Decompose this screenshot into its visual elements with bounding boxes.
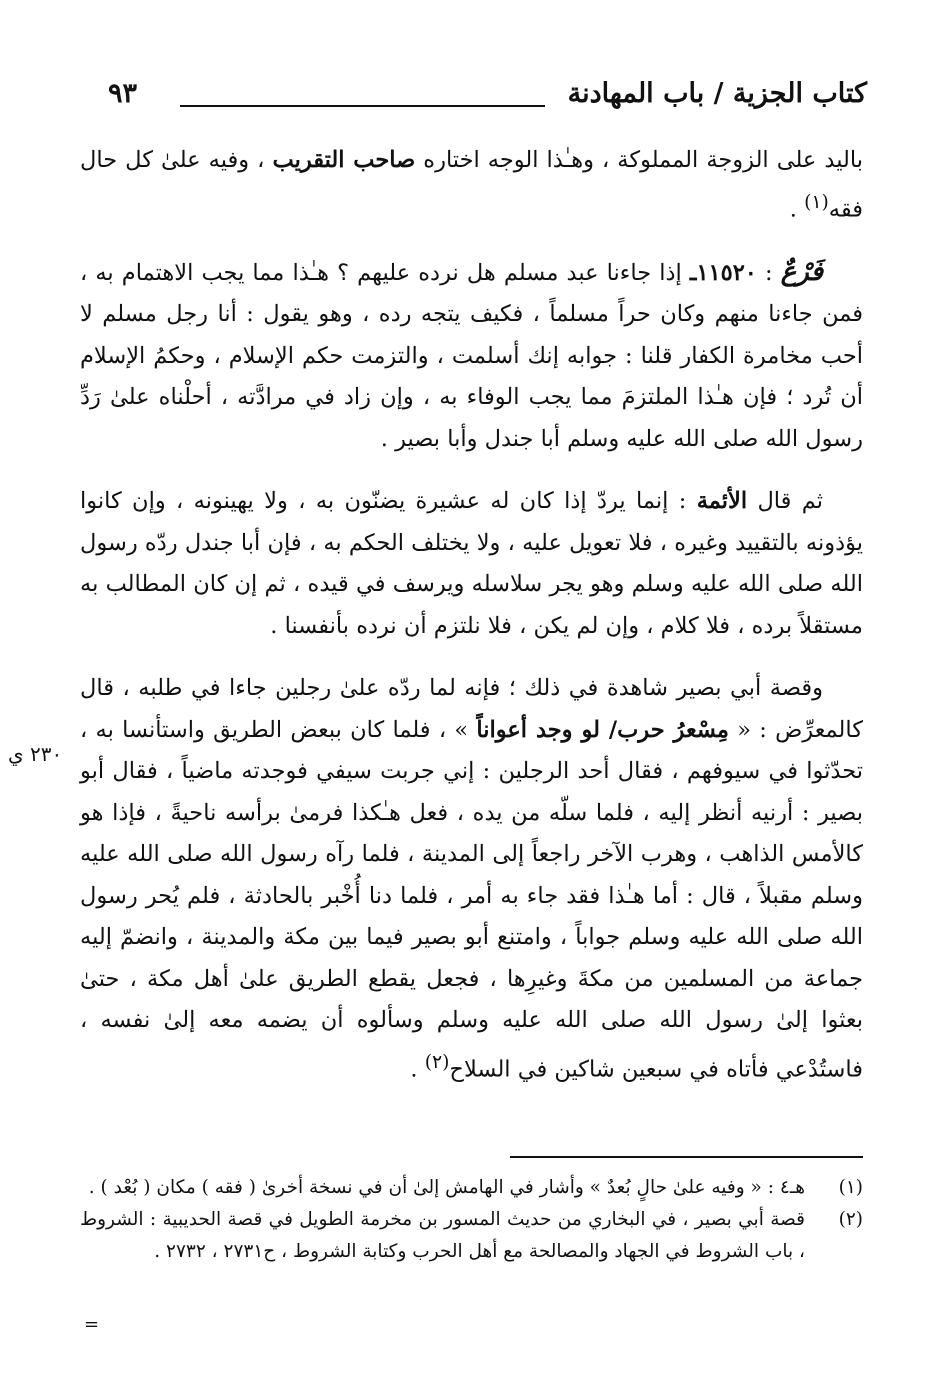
footnote-number: (٢) — [838, 1209, 863, 1230]
footnote-number: (١) — [838, 1177, 863, 1198]
text-run: » ، فلما كان ببعض الطريق واستأنسا به ، تحدّثوا في سيوفهم ، فقال أحد الرجلين : إني جربت سيفي فوجدته ماضياً ، فقال أبو بصير : أرنيه أنظر إليه ، فلما سلّه من يده ، فعل هـٰكذا فرمىٰ برأسه ناحيةً ، فإذا هو كالأمس الذاهب ، وهرب الآخر راجعاً إلى المدينة ، فلما رآه رسول الله صلى الله عليه وسلم مقبلاً ، قال : أما هـٰذا فقد جاء به أمر ، فلما دنا أُخْبر بالحادثة ، فلم يُحر رسول الله صلى الله عليه وسلم جواباً ، وامتنع أبو بصير فيما بين مكة والمدينة ، وانضمّ إليه جماعة من المسلمين من مكةَ وغيرِها ، فجعل يقطع الطريق علىٰ أهل مكة ، حتىٰ بعثوا إلىٰ رسول الله صلى الله عليه وسلم وسألوه أن يضمه معه إلىٰ نفسه ، فاستُدْعي فأتاه في سبعين شاكين في السلاح — [80, 716, 863, 1082]
main-text — [80, 140, 863, 1112]
cited-work: صاحب التقريب — [272, 147, 416, 173]
paragraph-4 — [80, 668, 863, 1091]
footnote-ref-1: (١) — [804, 191, 829, 213]
footnotes — [80, 1172, 863, 1268]
paragraph-1 — [80, 140, 863, 231]
footnote-rule — [510, 1156, 863, 1158]
page-number: ٩٣ — [108, 78, 138, 109]
paragraph-2 — [80, 252, 863, 461]
quotation: مِسْعرُ حرب/ لو وجد أعواناً — [476, 716, 729, 743]
footnote-item — [80, 1204, 863, 1268]
footnote-text: قصة أبي بصير ، في البخاري من حديث المسور بن مخرمة الطويل في قصة الحديبية : الشروط ، باب الشروط في الجهاد والمصالحة مع أهل الحرب وكتابة الشروط ، ح٢٧٣١ ، ٢٧٣٢ . — [80, 1209, 805, 1262]
text-run: إذا جاءنا عبد مسلم هل نرده عليهم ؟ هـٰذا مما يجب الاهتمام به ، فمن جاءنا منهم وكان حراً مسلماً ، فكيف يتجه رده ، وهو يقول : أنا رجل مسلم لا أحب مخامرة الكفار قلنا : جوابه إنك أسلمت ، والتزمت حكم الإسلام ، وحكمُ الإسلام أن تُرد ؛ فإن هـٰذا الملتزمَ مما يجب الوفاء به ، وإن زاد في مرادَّته ، أحلْناه علىٰ رَدِّ رسول الله صلى الله عليه وسلم أبا جندل وأبا بصير . — [80, 259, 863, 452]
footnote-item — [80, 1172, 863, 1204]
text-run: . — [789, 196, 805, 222]
text-run: . — [410, 1056, 425, 1082]
text-run: وقصة أبي بصير شاهدة في ذلك ؛ فإنه لما ردّه علىٰ رجلين جاءا في طلبه ، قال كالمعرِّض : « — [80, 675, 863, 743]
text-run: : إنما يردّ إذا كان له عشيرة يضنّون به ، ولا يهينونه ، وإن كانوا يؤذونه بالتقييد وغيره ، فلا تعويل عليه ، ولا يختلف الحكم به ، فإن أبا جندل ردّه رسول الله صلى الله عليه وسلم وهو يجر سلاسله ويرسف في قيده ، ثم إن كان المطالب به مستقلاً برده ، فلا كلام ، وإن لم يكن ، فلا نلتزم أن نرده بأنفسنا . — [80, 488, 863, 639]
text-run: ، وفيه علىٰ كل حال فقه — [80, 147, 863, 222]
text-run: ثم قال — [747, 488, 824, 514]
margin-manuscript-ref: ٢٣٠ ي — [8, 742, 63, 766]
continuation-mark: = — [84, 1314, 100, 1335]
footnote-ref-2: (٢) — [424, 1051, 450, 1073]
issue-number: ١١٥٢٠ـ — [689, 259, 757, 286]
paragraph-3 — [80, 481, 863, 647]
section-marker: فَرْعٌ — [780, 256, 823, 287]
header-rule — [180, 105, 545, 107]
footnote-text: هـ٤ : « وفيه علىٰ حالٍ بُعدٌ » وأشار في الهامش إلىٰ أن في نسخة أخرىٰ ( فقه ) مكان ( بُعْد ) . — [88, 1177, 805, 1198]
running-title: كتاب الجزية / باب المهادنة — [567, 78, 867, 109]
page-header — [108, 78, 867, 122]
text-run: : — [756, 259, 781, 286]
term-emphasis: الأئمة — [696, 488, 748, 514]
text-run: باليد على الزوجة المملوكة ، وهـٰذا الوجه اختاره — [415, 147, 863, 173]
